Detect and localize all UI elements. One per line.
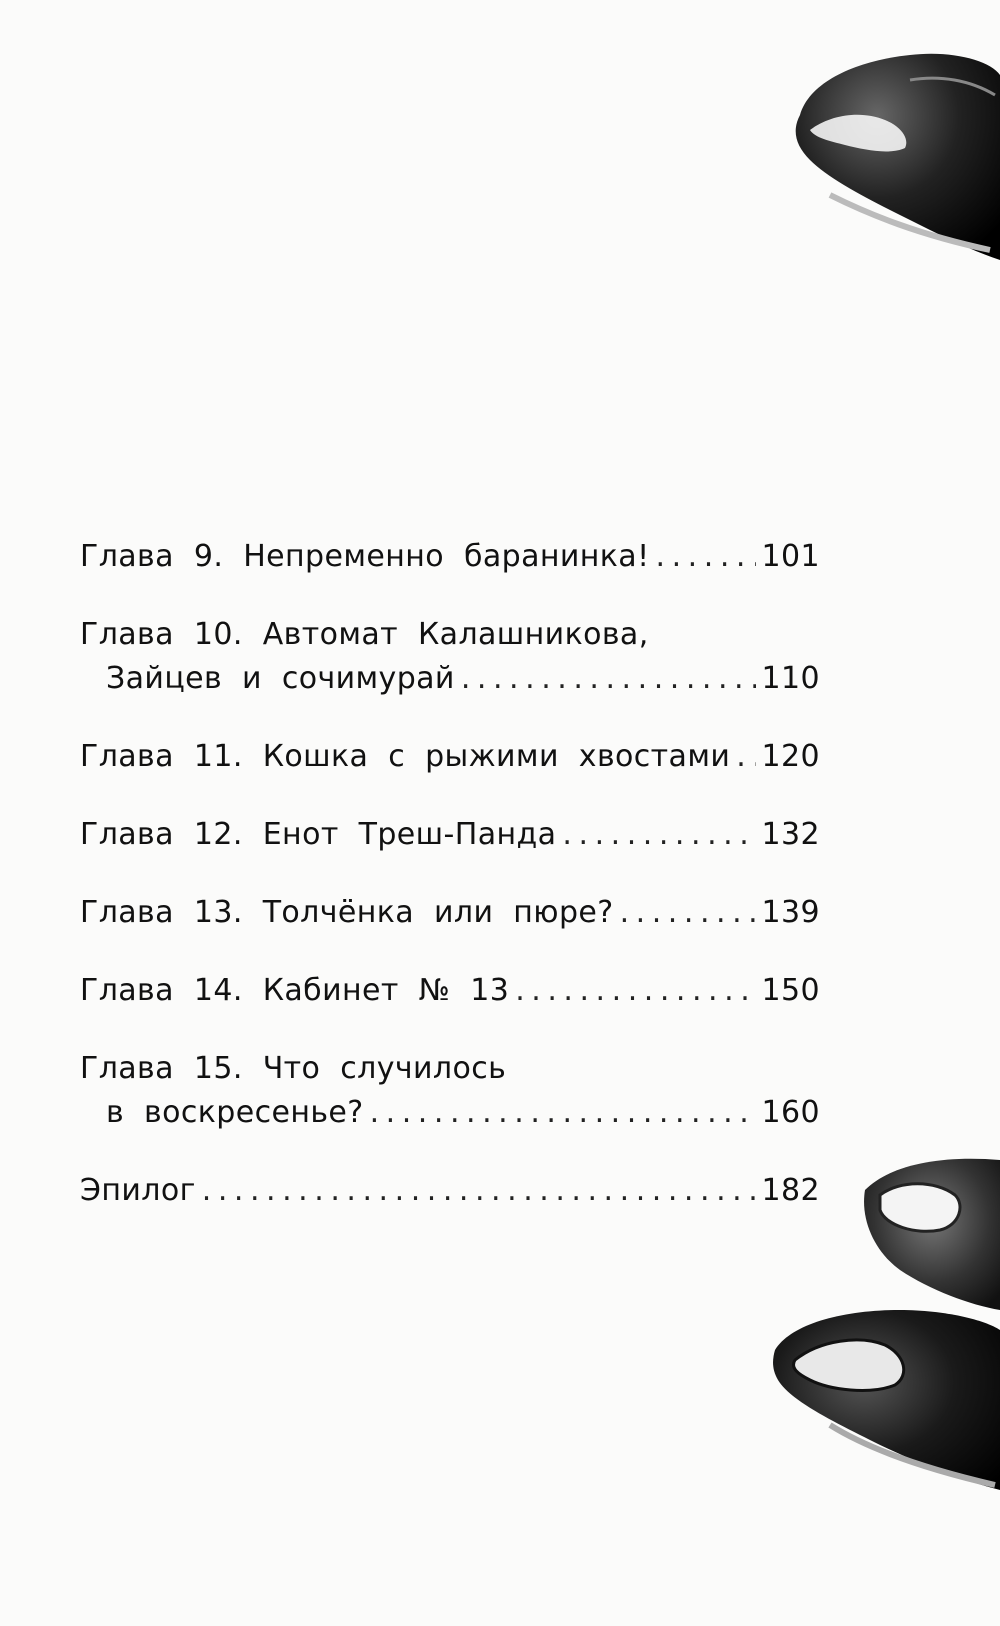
toc-page-number: 132 <box>761 817 820 852</box>
toc-entry[interactable] <box>80 891 820 935</box>
toc-entry-title: Глава 15. Что случилось <box>80 1051 507 1086</box>
toc-entry[interactable] <box>80 535 820 579</box>
toc-entry-title: Глава 13. Толчёнка или пюре? <box>80 895 614 930</box>
toc-leader-dots <box>202 1169 756 1213</box>
toc-entry[interactable] <box>80 1047 820 1135</box>
toc-entry[interactable] <box>80 735 820 779</box>
toc-leader-dots <box>370 1091 756 1135</box>
toc-entry-title: Эпилог <box>80 1173 196 1208</box>
toc-entry-title: Глава 9. Непременно баранинка! <box>80 539 650 574</box>
toc-page-number: 120 <box>761 739 820 774</box>
toc-entry[interactable] <box>80 1169 820 1213</box>
toc-leader-dots <box>515 969 755 1013</box>
toc-page-number: 182 <box>761 1173 820 1208</box>
toc-leader-dots <box>620 891 756 935</box>
toc-entry-title-continued: Зайцев и сочимурай <box>106 661 455 696</box>
toc-page-number: 160 <box>761 1095 820 1130</box>
toc-entry[interactable] <box>80 969 820 1013</box>
toc-entry-title: Глава 12. Енот Треш-Панда <box>80 817 557 852</box>
toc-entry[interactable] <box>80 613 820 701</box>
toc-page-number: 110 <box>761 661 820 696</box>
toc-leader-dots <box>461 657 756 701</box>
toc-leader-dots <box>562 813 755 857</box>
toc-page-number: 101 <box>761 539 820 574</box>
toc-entry-title: Глава 14. Кабинет № 13 <box>80 973 510 1008</box>
toc-page-number: 139 <box>761 895 820 930</box>
toc-leader-dots <box>656 535 756 579</box>
toc-entry-title: Глава 10. Автомат Калашникова, <box>80 617 649 652</box>
toc-entry-title-continued: в воскресенье? <box>106 1095 364 1130</box>
toc-entry[interactable] <box>80 813 820 857</box>
table-of-contents <box>80 535 820 1247</box>
toc-entry-title: Глава 11. Кошка с рыжими хвостами <box>80 739 731 774</box>
toc-page-number: 150 <box>761 973 820 1008</box>
shoe-illustration-icon <box>790 20 1000 260</box>
toc-leader-dots <box>736 735 755 779</box>
